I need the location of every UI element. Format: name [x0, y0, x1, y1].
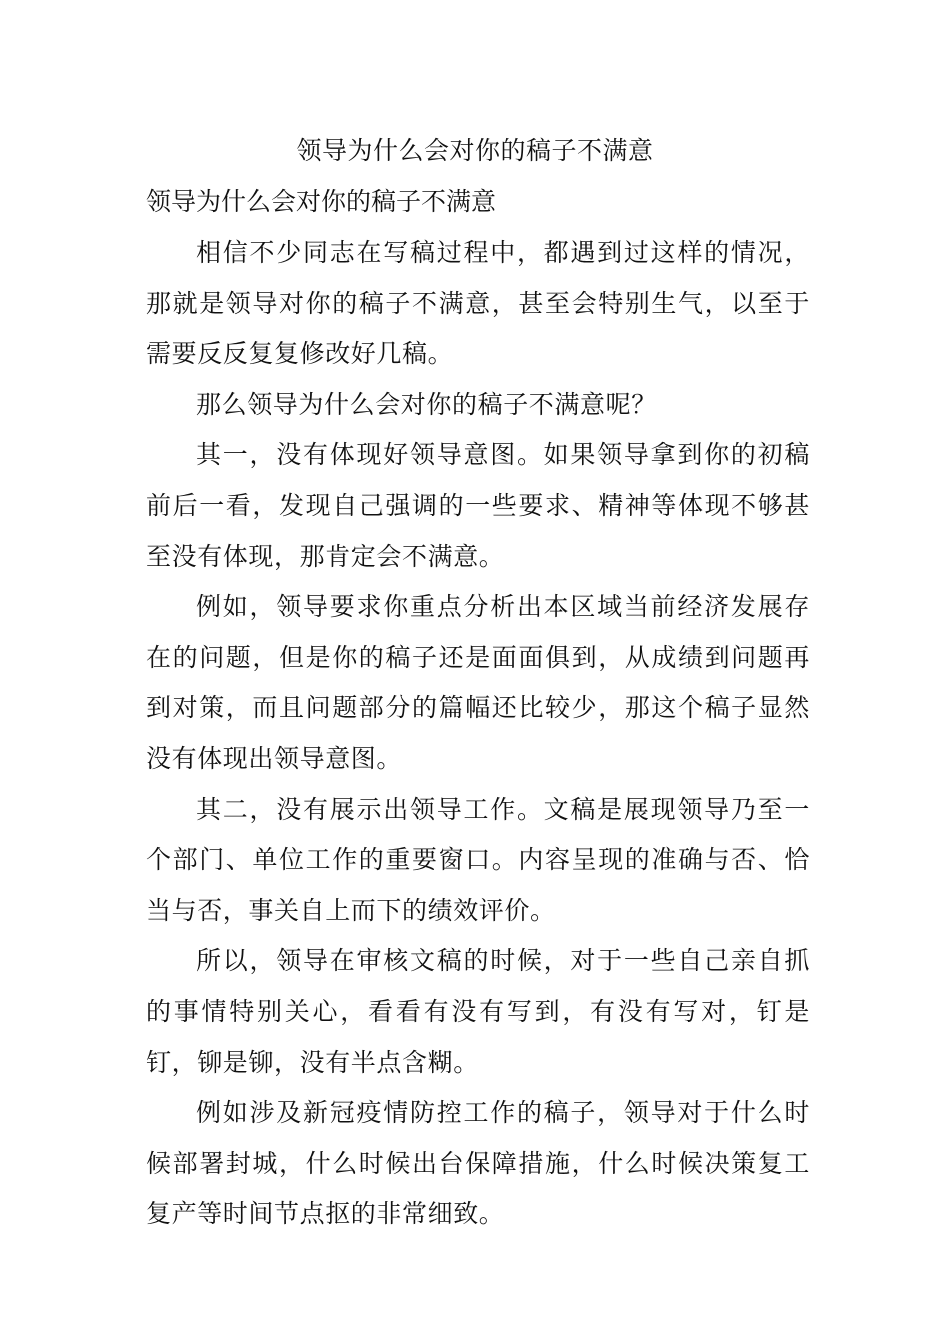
paragraph-example-two: 例如涉及新冠疫情防控工作的稿子，领导对于什么时候部署封城，什么时候出台保障措施，什么时候决策复工复产等时间节点抠的非常细致。 [146, 1098, 810, 1229]
paragraph-point-one: 其一，没有体现好领导意图。如果领导拿到你的初稿前后一看，发现自己强调的一些要求、精神等体现不够甚至没有体现，那肯定会不满意。 [146, 440, 810, 571]
paragraph-intro: 相信不少同志在写稿过程中，都遇到过这样的情况，那就是领导对你的稿子不满意，甚至会特别生气，以至于需要反反复复修改好几稿。 [146, 238, 810, 369]
paragraph-example-one: 例如，领导要求你重点分析出本区域当前经济发展存在的问题，但是你的稿子还是面面俱到，从成绩到问题再到对策，而且问题部分的篇幅还比较少，那这个稿子显然没有体现出领导意图。 [146, 592, 810, 773]
paragraph-question: 那么领导为什么会对你的稿子不满意呢？ [196, 389, 657, 419]
paragraph-point-two: 其二，没有展示出领导工作。文稿是展现领导乃至一个部门、单位工作的重要窗口。内容呈现的准确与否、恰当与否，事关自上而下的绩效评价。 [146, 794, 810, 925]
paragraph-point-two-detail: 所以，领导在审核文稿的时候，对于一些自己亲自抓的事情特别关心，看看有没有写到，有没有写对，钉是钉，铆是铆，没有半点含糊。 [146, 946, 810, 1077]
document-subtitle: 领导为什么会对你的稿子不满意 [146, 187, 497, 216]
document-title: 领导为什么会对你的稿子不满意 [296, 136, 654, 165]
document-body [146, 228, 810, 1240]
